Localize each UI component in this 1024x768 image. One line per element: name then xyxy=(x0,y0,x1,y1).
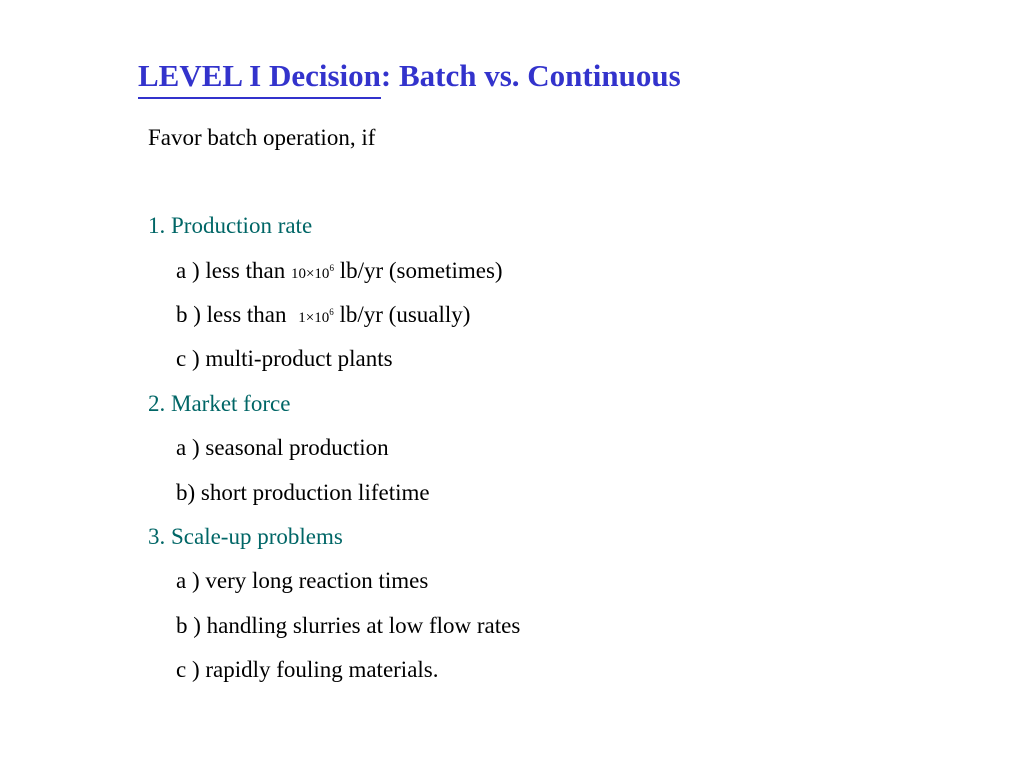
intro-text: Favor batch operation, if xyxy=(148,125,376,150)
list-item: a ) very long reaction times xyxy=(176,568,429,593)
list-item: b ) handling slurries at low flow rates xyxy=(176,613,521,638)
slide-title xyxy=(138,60,681,91)
list-item: b) short production lifetime xyxy=(176,480,430,505)
list-item xyxy=(176,259,503,282)
list-item xyxy=(176,303,470,326)
section-heading-market-force: 2. Market force xyxy=(148,391,291,416)
title-underlined-text: LEVEL I Decision xyxy=(138,58,381,99)
list-item: c ) rapidly fouling materials. xyxy=(176,657,439,682)
list-item: c ) multi-product plants xyxy=(176,346,393,371)
item-suffix: lb/yr (sometimes) xyxy=(333,258,503,283)
section-heading-scale-up-problems: 3. Scale-up problems xyxy=(148,524,343,549)
section-heading-production-rate: 1. Production rate xyxy=(148,213,313,238)
scientific-value: $1\times 10^6$ xyxy=(298,307,334,326)
item-prefix: b ) less than xyxy=(176,302,293,327)
scientific-value: $10\times 10^6$ xyxy=(290,263,334,282)
item-suffix: lb/yr (usually) xyxy=(333,302,471,327)
item-prefix: a ) less than xyxy=(176,258,291,283)
title-rest-text: : Batch vs. Continuous xyxy=(380,58,681,93)
list-item: a ) seasonal production xyxy=(176,435,389,460)
